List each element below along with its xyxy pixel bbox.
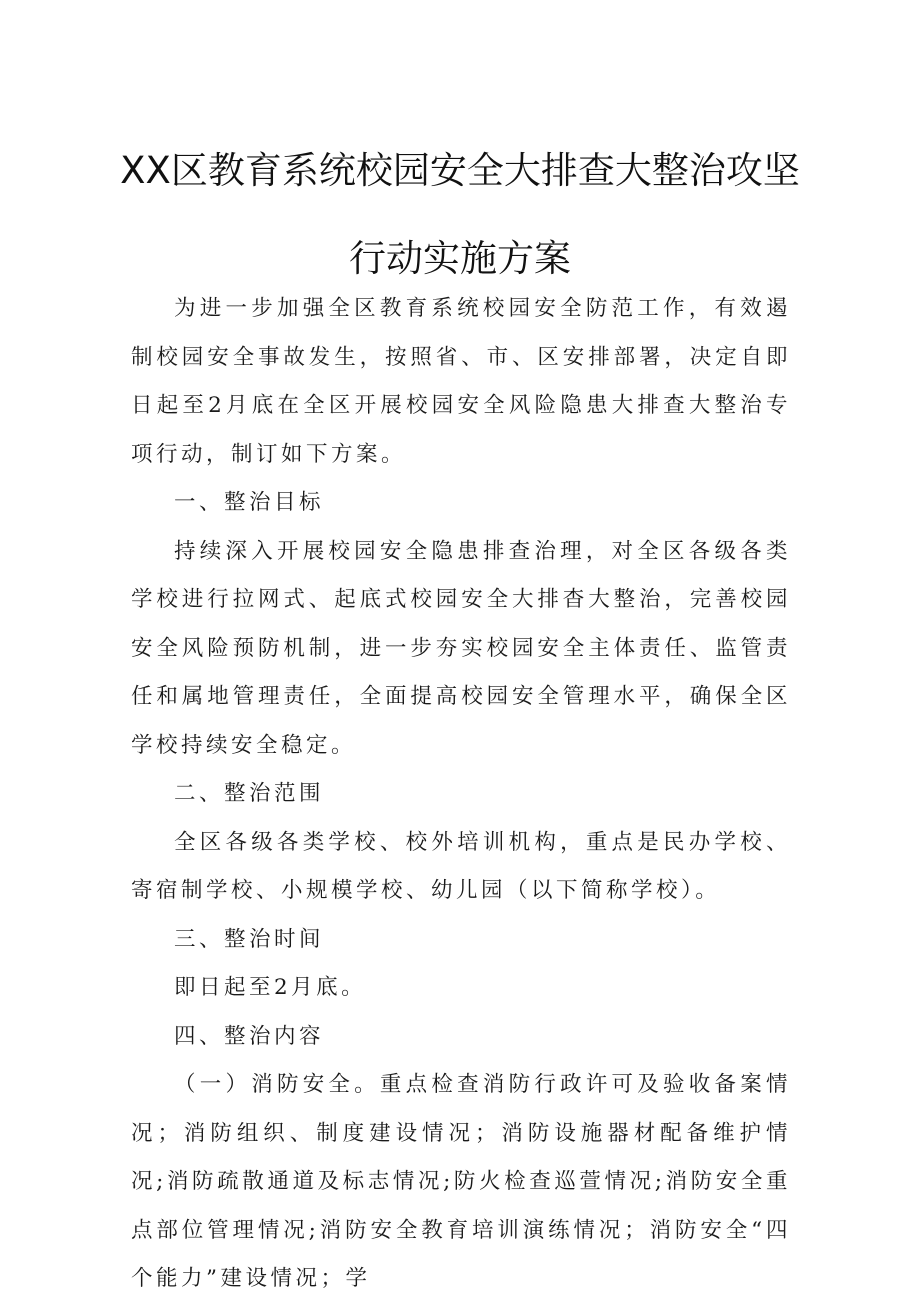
section-heading-content: 四、整治内容 [174,1023,325,1049]
section-body-content: （一）消防安全。重点检查消防行政许可及验收备案情况；消防组织、制度建设情况；消防设施器材配备维护情况;消防疏散通道及标志情况;防火检查巡萱情况;消防安全重点部位管理情况;消防安全教育培训演练情况；消防安全“四个能力”建设情况；学 [131,1072,791,1291]
section-heading-scope: 二、整治范围 [174,781,325,806]
document-title-line-2: 行动实施方案 [349,237,571,280]
section-body-time: 即日起至2月底。 [174,975,367,1000]
document-title-line-1: XX区教育系统校园安全大排查大整治攻坚 [120,149,800,192]
section-heading-time: 三、整治时间 [174,926,325,952]
section-heading-goals: 一、整治目标 [174,490,325,515]
section-body-goals: 持续深入开展校园安全隐患排查治理，对全区各级各类学校进行拉网式、起底式校园安全大排杳大整治，完善校园安全风险预防机制，进一步夯实校园安全主体责任、监管责任和属地管理责任，全面提高校园安全管理水平，确保全区学校持续安全稳定。 [131,538,791,758]
intro-paragraph: 为进一步加强全区教育系统校园安全防范工作，有效遏制校园安全事故发生，按照省、市、区安排部署，决定自即日起至2月底在全区开展校园安全风险隐患大排查大整治专项行动，制订如下方案。 [131,296,791,467]
section-body-scope: 全区各级各类学校、校外培训机构，重点是民办学校、寄宿制学校、小规模学校、幼儿园（以下简称学校）。 [131,829,791,903]
document-body [131,285,791,1304]
